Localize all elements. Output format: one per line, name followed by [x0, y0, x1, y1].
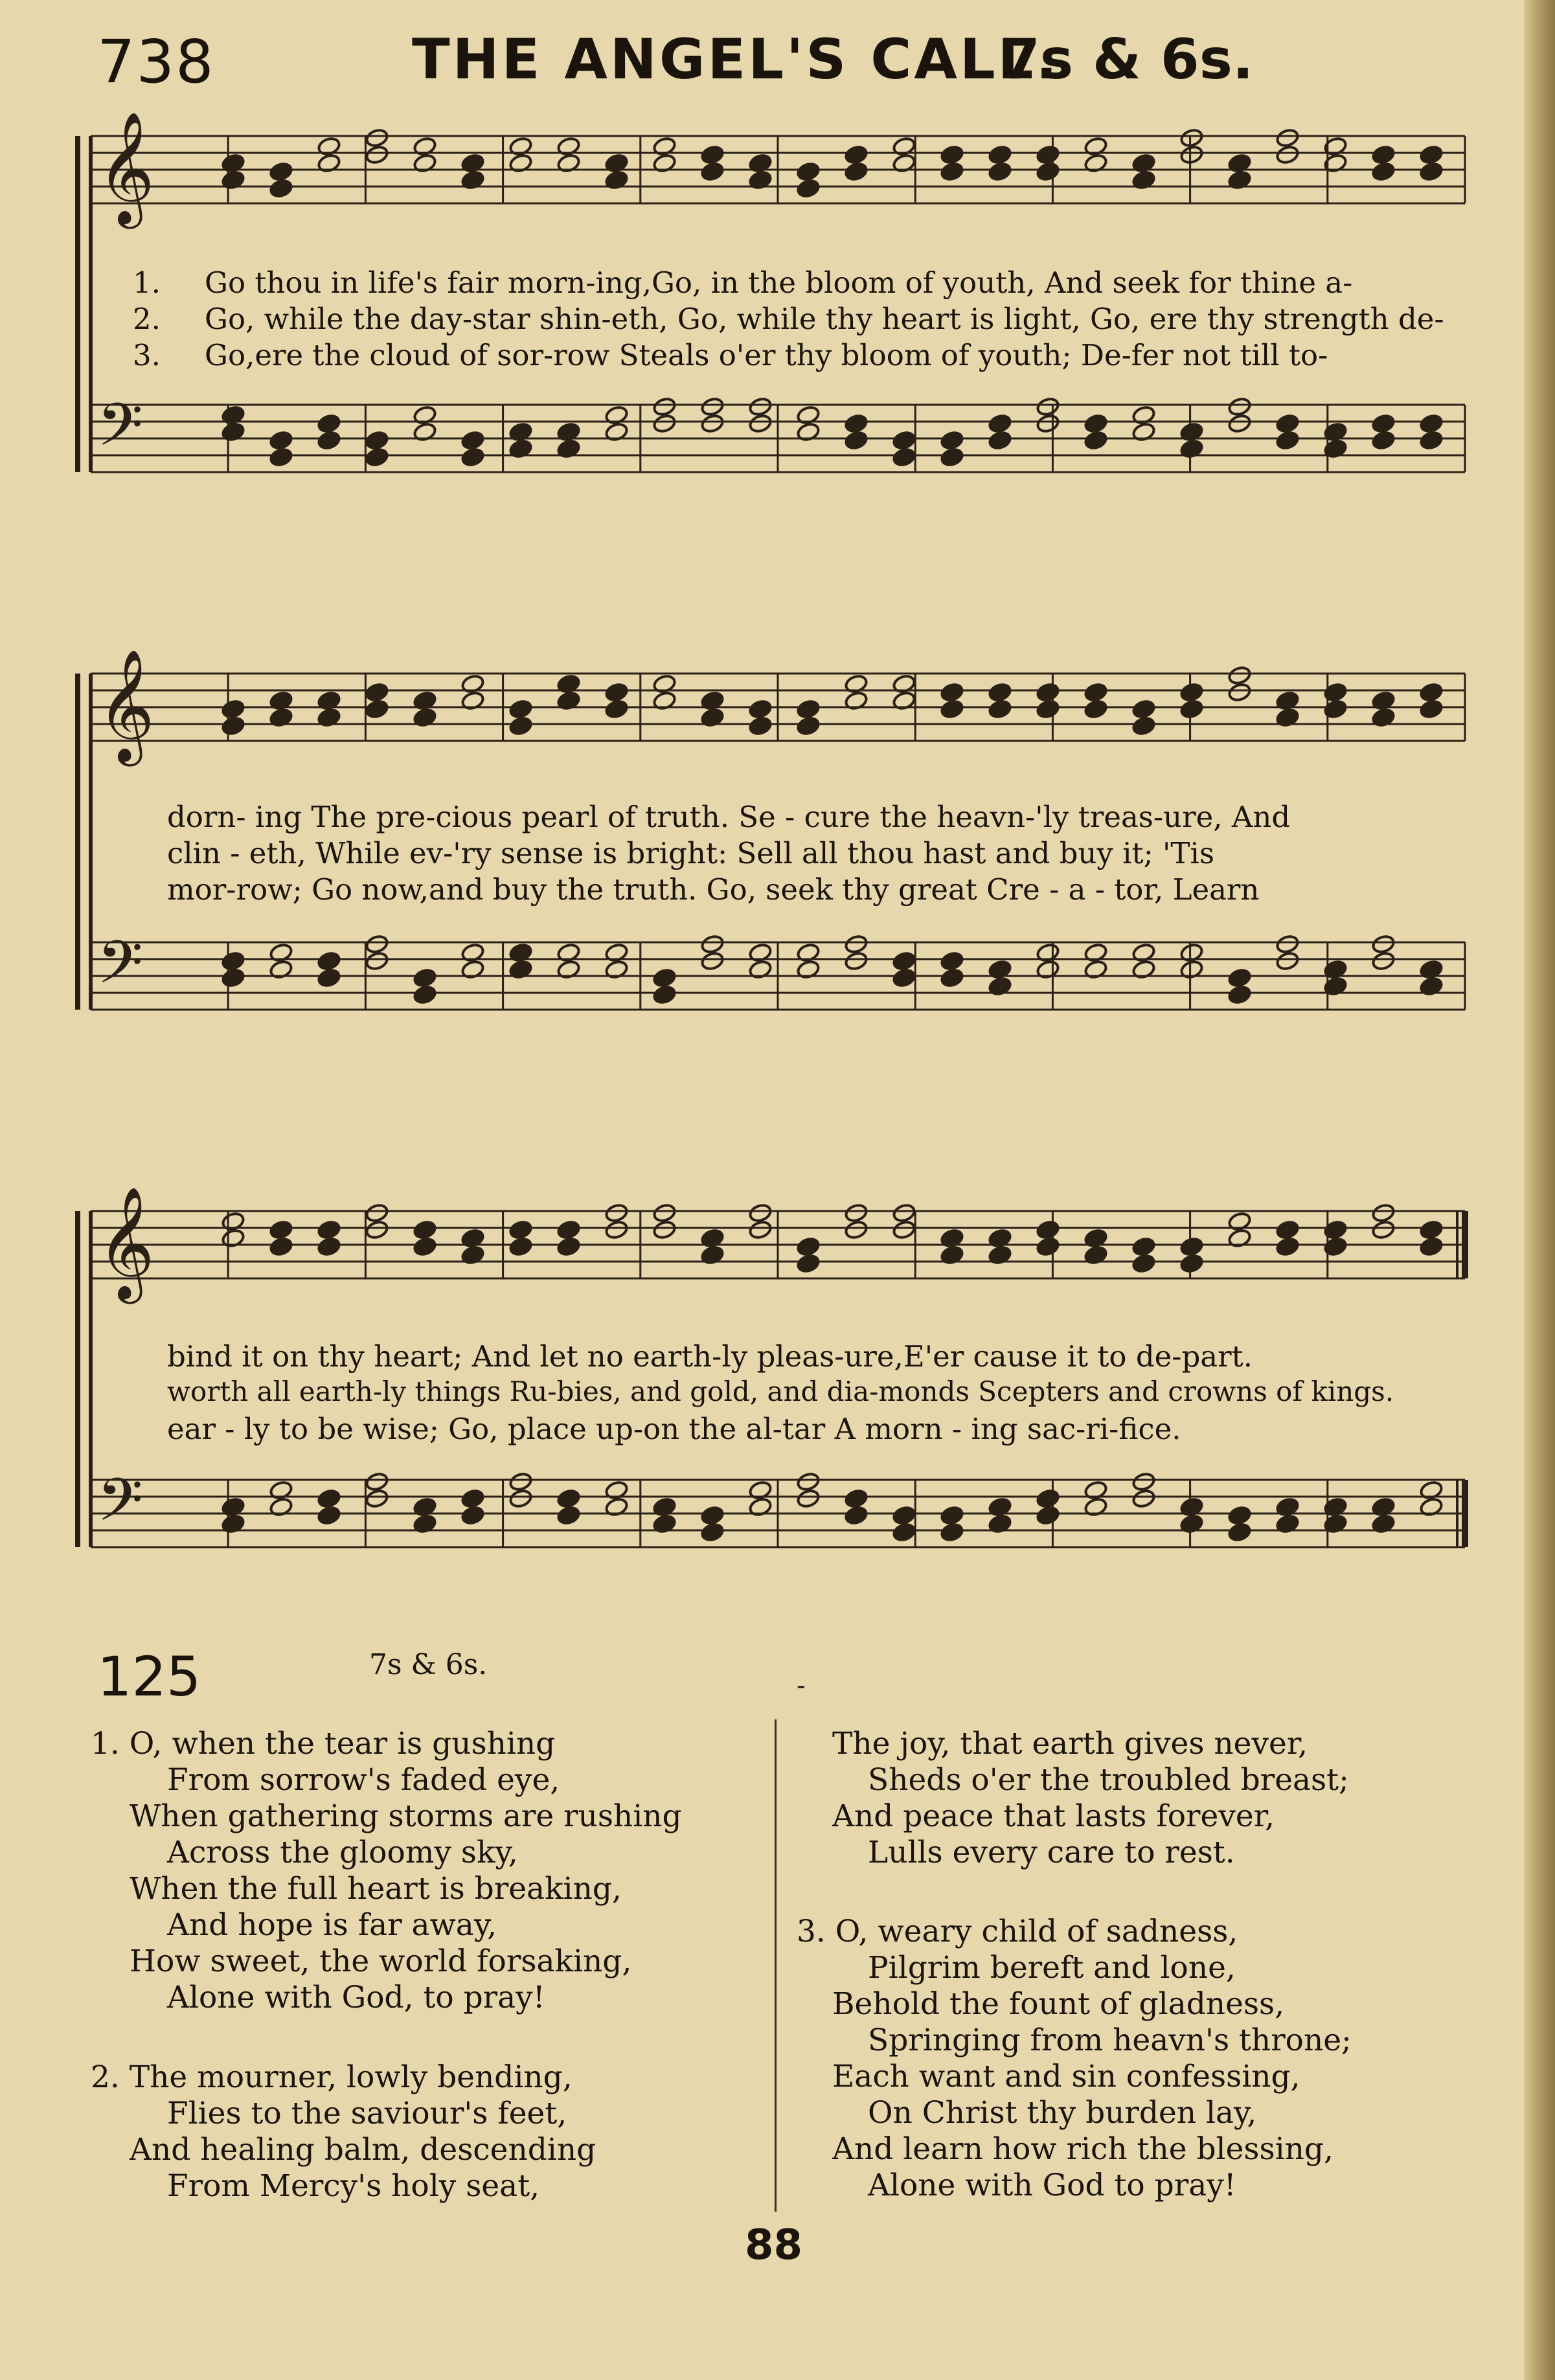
note-head	[365, 934, 389, 955]
note-head	[413, 1236, 437, 1257]
note-head	[1275, 934, 1300, 955]
note-head	[1179, 682, 1204, 703]
note-head	[460, 447, 485, 468]
note-head	[700, 413, 725, 434]
note-head	[1371, 1203, 1396, 1223]
note-head	[1419, 1219, 1444, 1240]
note-head	[1179, 1253, 1204, 1274]
note-head	[700, 396, 725, 417]
note-head	[1179, 128, 1204, 148]
note-head	[269, 447, 293, 468]
note-head	[1084, 430, 1108, 451]
note-head	[1179, 699, 1204, 720]
poem-line: Springing from heavn's throne;	[868, 2023, 1352, 2058]
note-head	[1371, 1219, 1396, 1240]
note-head	[700, 144, 725, 165]
poem-line: And peace that lasts forever,	[832, 1798, 1275, 1834]
hymn-meter: 7s & 6s.	[1001, 27, 1254, 92]
hymn-number: 738	[97, 27, 215, 96]
bass-clef: 𝄢	[97, 928, 143, 1011]
poem-line: Alone with God, to pray!	[167, 1980, 545, 2015]
note-head	[1036, 699, 1060, 720]
note-head	[508, 1488, 533, 1509]
note-head	[940, 144, 964, 165]
note-head	[1036, 682, 1060, 703]
note-head	[796, 1488, 821, 1509]
poem-line: Lulls every care to rest.	[868, 1835, 1235, 1870]
note-head	[365, 682, 389, 703]
note-head	[844, 413, 868, 434]
poem-line: Flies to the saviour's feet,	[167, 2096, 567, 2131]
note-head	[748, 396, 773, 417]
note-head	[1227, 968, 1252, 988]
note-head	[317, 413, 341, 434]
note-head	[1419, 161, 1444, 182]
note-head	[1371, 413, 1396, 434]
poem-line: When the full heart is breaking,	[130, 1871, 622, 1907]
dash-mark: -	[797, 1671, 806, 1701]
note-head	[365, 1203, 389, 1223]
note-head	[1227, 1505, 1252, 1526]
note-head	[413, 968, 437, 988]
note-head	[844, 951, 868, 971]
note-head	[269, 430, 293, 451]
note-head	[988, 161, 1012, 182]
note-head	[700, 1522, 725, 1543]
note-head	[940, 1505, 964, 1526]
note-head	[892, 1219, 916, 1240]
poem-line: Alone with God to pray!	[868, 2168, 1236, 2203]
note-head	[1036, 144, 1060, 165]
note-head	[317, 1219, 341, 1240]
note-head	[940, 447, 964, 468]
note-head	[508, 1236, 533, 1257]
lyric-line: ear - ly to be wise; Go, place up-on the al-tar A morn - ing sac-ri-fice.	[167, 1412, 1181, 1446]
note-head	[796, 1471, 821, 1492]
poem-line: On Christ thy burden lay,	[868, 2095, 1257, 2131]
note-head	[604, 699, 629, 720]
poem-line: 2. The mourner, lowly bending,	[91, 2059, 573, 2095]
bass-clef: 𝄢	[97, 391, 143, 473]
note-head	[1227, 665, 1252, 686]
note-head	[604, 1203, 629, 1223]
note-head	[365, 1219, 389, 1240]
note-head	[700, 1505, 725, 1526]
note-head	[413, 1219, 437, 1240]
note-head	[940, 682, 964, 703]
note-head	[1084, 699, 1108, 720]
note-head	[317, 1236, 341, 1257]
note-head	[1179, 144, 1204, 165]
note-head	[317, 1488, 341, 1509]
note-head	[1419, 682, 1444, 703]
note-head	[892, 1203, 916, 1223]
note-head	[652, 1203, 677, 1223]
poem-line: And healing balm, descending	[130, 2132, 596, 2168]
note-head	[460, 1488, 485, 1509]
note-head	[1275, 1236, 1300, 1257]
note-head	[1371, 144, 1396, 165]
note-head	[365, 1488, 389, 1509]
note-head	[1275, 951, 1300, 971]
note-head	[1131, 1488, 1156, 1509]
note-head	[365, 430, 389, 451]
note-head	[844, 1203, 868, 1223]
note-head	[1131, 699, 1156, 720]
note-head	[1227, 682, 1252, 703]
note-head	[796, 178, 821, 199]
note-head	[796, 1253, 821, 1274]
note-head	[652, 413, 677, 434]
note-head	[748, 1203, 773, 1223]
note-head	[1036, 396, 1060, 417]
note-head	[604, 682, 629, 703]
note-head	[1275, 144, 1300, 165]
poem-line: Behold the fount of gladness,	[832, 1986, 1285, 2022]
note-head	[556, 1236, 581, 1257]
note-head	[892, 968, 916, 988]
lyric-line: dorn- ing The pre-cious pearl of truth. Se - cure the heavn-'ly treas-ure, And	[167, 800, 1291, 834]
note-head	[317, 968, 341, 988]
poem-line: How sweet, the world forsaking,	[130, 1944, 632, 1979]
note-head	[1275, 1219, 1300, 1240]
note-head	[317, 1505, 341, 1526]
note-head	[1227, 984, 1252, 1005]
note-head	[1275, 128, 1300, 148]
note-head	[748, 413, 773, 434]
poem-line: Across the gloomy sky,	[167, 1835, 518, 1870]
note-head	[940, 161, 964, 182]
note-head	[796, 716, 821, 736]
lyric-line: worth all earth-ly things Ru-bies, and gold, and dia-monds Scepters and crowns of kings.	[167, 1376, 1394, 1407]
note-head	[221, 968, 245, 988]
note-head	[604, 1219, 629, 1240]
treble-clef: 𝄞	[97, 649, 155, 762]
note-head	[221, 699, 245, 720]
note-head	[1227, 413, 1252, 434]
poem-line: Pilgrim bereft and lone,	[868, 1950, 1236, 1986]
note-head	[700, 161, 725, 182]
note-head	[317, 951, 341, 971]
note-head	[892, 1522, 916, 1543]
poem-line: And learn how rich the blessing,	[832, 2131, 1334, 2167]
note-head	[1371, 430, 1396, 451]
note-head	[940, 430, 964, 451]
lyric-line: clin - eth, While ev-'ry sense is bright: Sell all thou hast and buy it; 'Tis	[167, 836, 1214, 870]
note-head	[1084, 682, 1108, 703]
note-head	[1371, 161, 1396, 182]
note-head	[748, 699, 773, 720]
verse-number: 2.	[133, 302, 161, 336]
note-head	[652, 968, 677, 988]
note-head	[1131, 1253, 1156, 1274]
note-head	[796, 1236, 821, 1257]
note-head	[700, 934, 725, 955]
page-edge	[1524, 0, 1555, 2380]
lyric-line: Go thou in life's fair morn-ing,Go, in the bloom of youth, And seek for thine a-	[205, 266, 1353, 300]
note-head	[844, 1488, 868, 1509]
treble-clef: 𝄞	[97, 111, 155, 224]
note-head	[940, 951, 964, 971]
poem-line: 3. O, weary child of sadness,	[797, 1914, 1238, 1949]
note-head	[748, 716, 773, 736]
note-head	[1036, 1219, 1060, 1240]
note-head	[988, 144, 1012, 165]
poem-line: The joy, that earth gives never,	[832, 1726, 1308, 1762]
hymn2-number: 125	[97, 1645, 201, 1708]
note-head	[269, 161, 293, 182]
note-head	[1419, 1236, 1444, 1257]
column-divider	[775, 1719, 777, 2212]
note-head	[508, 716, 533, 736]
note-head	[1036, 1236, 1060, 1257]
note-head	[508, 699, 533, 720]
note-head	[556, 1488, 581, 1509]
note-head	[460, 1505, 485, 1526]
poem-line: From sorrow's faded eye,	[167, 1762, 560, 1798]
note-head	[1419, 144, 1444, 165]
note-head	[988, 682, 1012, 703]
note-head	[365, 447, 389, 468]
note-head	[269, 1219, 293, 1240]
note-head	[1419, 699, 1444, 720]
note-head	[1419, 413, 1444, 434]
note-head	[365, 128, 389, 148]
note-head	[1227, 1522, 1252, 1543]
note-head	[844, 1505, 868, 1526]
note-head	[892, 430, 916, 451]
hymn-title: THE ANGEL'S CALL.	[412, 27, 1060, 92]
lyric-line: Go, while the day-star shin-eth, Go, while thy heart is light, Go, ere thy strength de-	[205, 302, 1444, 336]
note-head	[1131, 1236, 1156, 1257]
note-head	[508, 1219, 533, 1240]
note-head	[700, 951, 725, 971]
note-head	[1084, 413, 1108, 434]
note-head	[844, 1219, 868, 1240]
note-head	[1131, 1471, 1156, 1492]
note-head	[556, 1505, 581, 1526]
poem-line: Each want and sin confessing,	[832, 2059, 1300, 2094]
note-head	[796, 699, 821, 720]
poem-line: 1. O, when the tear is gushing	[91, 1726, 556, 1762]
note-head	[892, 447, 916, 468]
note-head	[844, 161, 868, 182]
note-head	[1419, 430, 1444, 451]
page-number: 88	[745, 2221, 803, 2269]
note-head	[1275, 430, 1300, 451]
note-head	[1036, 161, 1060, 182]
note-head	[1036, 1488, 1060, 1509]
treble-clef: 𝄞	[97, 1186, 155, 1299]
note-head	[1179, 1236, 1204, 1257]
note-head	[413, 984, 437, 1005]
note-head	[365, 951, 389, 971]
note-head	[892, 951, 916, 971]
lyric-line: Go,ere the cloud of sor-row Steals o'er thy bloom of youth; De-fer not till to-	[205, 338, 1328, 372]
note-head	[988, 699, 1012, 720]
poem-line: Sheds o'er the troubled breast;	[868, 1762, 1349, 1798]
note-head	[460, 430, 485, 451]
note-head	[1036, 413, 1060, 434]
note-head	[317, 430, 341, 451]
note-head	[940, 1522, 964, 1543]
note-head	[1371, 934, 1396, 955]
note-head	[221, 716, 245, 736]
note-head	[652, 984, 677, 1005]
verse-number: 3.	[133, 338, 161, 372]
note-head	[269, 178, 293, 199]
note-head	[796, 161, 821, 182]
note-head	[1227, 396, 1252, 417]
note-head	[652, 1219, 677, 1240]
poem-line: And hope is far away,	[167, 1907, 497, 1943]
note-head	[652, 396, 677, 417]
verse-number: 1.	[133, 266, 161, 300]
bass-clef: 𝄢	[97, 1466, 143, 1548]
note-head	[892, 1505, 916, 1526]
note-head	[1275, 413, 1300, 434]
note-head	[1371, 951, 1396, 971]
note-head	[269, 1236, 293, 1257]
lyric-line: bind it on thy heart; And let no earth-ly pleas-ure,E'er cause it to de-part.	[167, 1339, 1253, 1374]
poem-line: From Mercy's holy seat,	[167, 2168, 540, 2204]
note-head	[844, 144, 868, 165]
note-head	[365, 144, 389, 165]
note-head	[844, 934, 868, 955]
lyric-line: mor-row; Go now,and buy the truth. Go, seek thy great Cre - a - tor, Learn	[167, 872, 1260, 907]
poem-line: When gathering storms are rushing	[130, 1798, 682, 1834]
note-head	[940, 968, 964, 988]
note-head	[365, 1471, 389, 1492]
note-head	[940, 699, 964, 720]
note-head	[1131, 716, 1156, 736]
note-head	[844, 430, 868, 451]
note-head	[508, 1471, 533, 1492]
note-head	[1036, 1505, 1060, 1526]
note-head	[988, 430, 1012, 451]
hymn2-meter: 7s & 6s.	[369, 1648, 488, 1681]
note-head	[748, 1219, 773, 1240]
note-head	[988, 413, 1012, 434]
note-head	[221, 951, 245, 971]
note-head	[556, 1219, 581, 1240]
note-head	[365, 699, 389, 720]
